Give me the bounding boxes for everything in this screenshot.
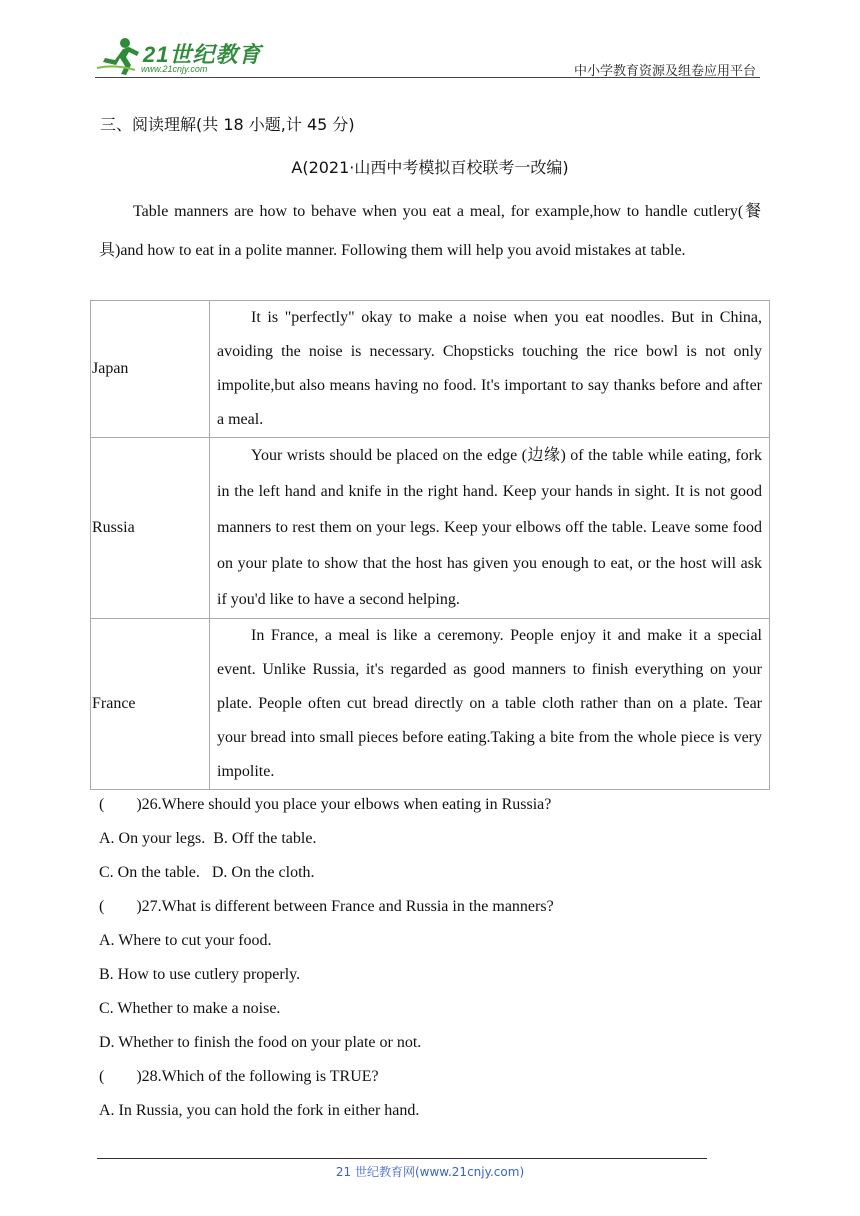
description-cell: [210, 301, 770, 438]
section-title: 三、阅读理解(共 18 小题,计 45 分): [100, 115, 355, 134]
runner-logo-icon: [95, 36, 141, 76]
header-divider: [95, 77, 760, 78]
logo-url: www.21cnjy.com: [141, 64, 208, 74]
description-cell: [210, 619, 770, 790]
table-row: [91, 301, 770, 438]
question-28-option-a: A. In Russia, you can hold the fork in either hand.: [99, 1102, 420, 1119]
description-text: It is "perfectly" okay to make a noise when you eat noodles. But in China, avoiding the noise is necessary. Chopsticks touching the rice bowl is not only impolite,but also means having no food. It's important to say thanks before and after a meal.: [217, 309, 762, 428]
country-cell: Russia: [91, 438, 210, 619]
description-text: In France, a meal is like a ceremony. People enjoy it and make it a special event. Unlike Russia, it's regarded as good manners to finish everything on your plate. People often cut bread directly on a table cloth rather than on a plate. Tear your bread into small pieces before eating.Taking a bite from the whole piece is very impolite.: [217, 627, 762, 780]
question-26: ( )26.Where should you place your elbows when eating in Russia?: [99, 796, 552, 813]
intro-paragraph: Table manners are how to behave when you eat a meal, for example,how to handle cutlery(餐具)and how to eat in a polite manner. Following them will help you avoid mistakes at table.: [99, 203, 761, 259]
question-26-options-ab: A. On your legs. B. Off the table.: [99, 830, 317, 847]
question-28: ( )28.Which of the following is TRUE?: [99, 1068, 379, 1085]
question-27-option-d: D. Whether to finish the food on your plate or not.: [99, 1034, 422, 1051]
description-text: Your wrists should be placed on the edge (边缘) of the table while eating, fork in the left hand and knife in the right hand. Keep your hands in sight. It is not good manners to rest them on your legs. Keep your elbows off the table. Leave some food on your plate to show that the host has given you enough to eat, or the host will ask if you'd like to have a second helping.: [217, 447, 762, 608]
question-27-option-c: C. Whether to make a noise.: [99, 1000, 281, 1017]
passage-title: A(2021·山西中考模拟百校联考一改编): [291, 158, 569, 177]
question-27: ( )27.What is different between France and Russia in the manners?: [99, 898, 554, 915]
page-footer[interactable]: 21 世纪教育网(www.21cnjy.com): [335, 1165, 525, 1179]
footer-divider: [97, 1158, 707, 1159]
description-cell: [210, 438, 770, 619]
site-logo: [95, 36, 265, 76]
page-header: [95, 32, 760, 80]
country-cell: France: [91, 619, 210, 790]
table-row: [91, 438, 770, 619]
question-27-option-b: B. How to use cutlery properly.: [99, 966, 301, 983]
table-row: [91, 619, 770, 790]
logo-text: 21世纪教育: [143, 42, 262, 67]
header-platform-name: 中小学教育资源及组卷应用平台: [573, 64, 756, 79]
question-26-options-cd: C. On the table. D. On the cloth.: [99, 864, 315, 881]
question-27-option-a: A. Where to cut your food.: [99, 932, 272, 949]
table-manners-table: [90, 300, 770, 790]
questions-block: [99, 788, 554, 1128]
country-cell: Japan: [91, 301, 210, 438]
